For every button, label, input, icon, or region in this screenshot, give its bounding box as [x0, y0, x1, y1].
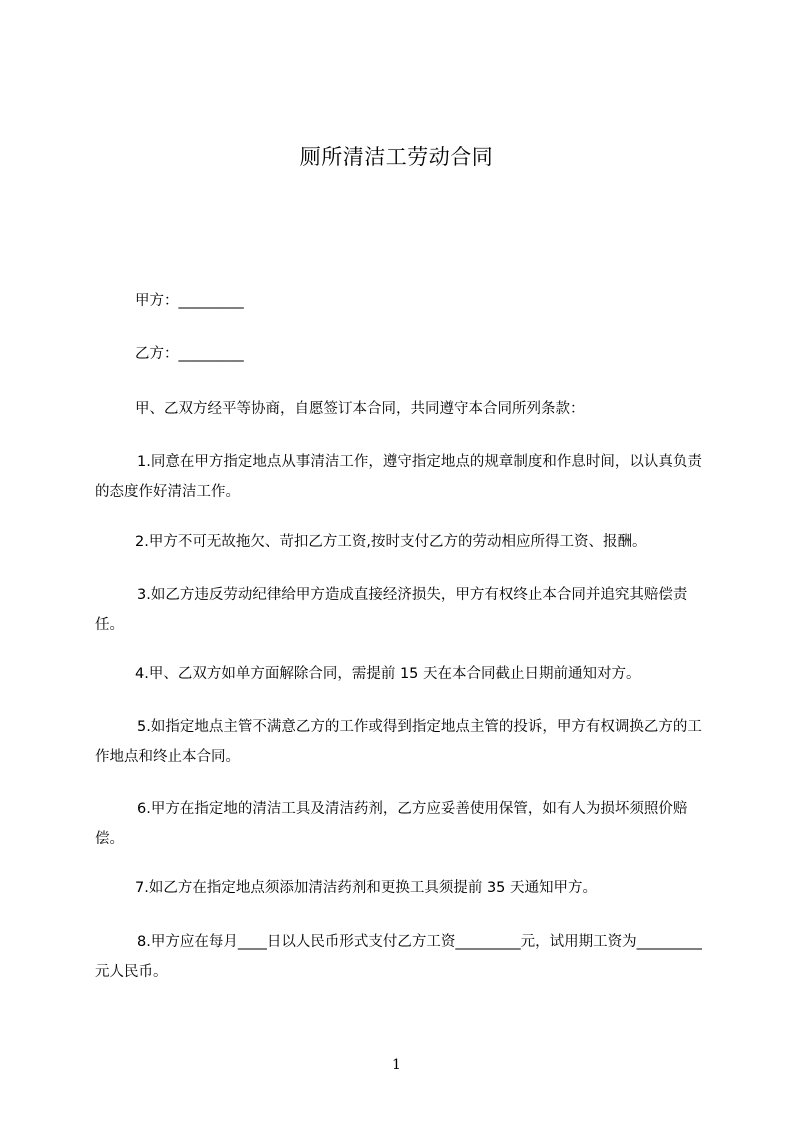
party-b-text: 乙方：_________	[135, 346, 244, 362]
clause-1	[95, 447, 705, 507]
clause-7	[95, 873, 705, 903]
clause-text: 2.甲方不可无故拖欠、苛扣乙方工资,按时支付乙方的劳动相应所得工资、报酬。	[135, 534, 647, 550]
clause-text: 1.同意在甲方指定地点从事清洁工作，遵守指定地点的规章制度和作息时间，以认真负责的态度作好清洁工作。	[95, 454, 702, 500]
clause-text: 8.甲方应在每月____日以人民币形式支付乙方工资_________元，试用期工资为_________元人民币。	[95, 934, 702, 980]
intro-text: 甲、乙双方经平等协商，自愿签订本合同，共同遵守本合同所列条款：	[135, 401, 585, 417]
clause-text: 3.如乙方违反劳动纪律给甲方造成直接经济损失，甲方有权终止本合同并追究其赔偿责任。	[95, 587, 688, 633]
clause-text: 6.甲方在指定地的清洁工具及清洁药剂，乙方应妥善使用保管，如有人为损坏须照价赔偿。	[95, 801, 688, 847]
clause-4	[95, 659, 705, 689]
party-a-line	[95, 286, 705, 316]
intro-paragraph	[95, 394, 705, 424]
clause-3	[95, 580, 705, 640]
clause-5	[95, 712, 705, 772]
clause-text: 7.如乙方在指定地点须添加清洁药剂和更换工具须提前 35 天通知甲方。	[135, 880, 598, 896]
document-title: 厕所清洁工劳动合同	[299, 145, 494, 169]
clause-text: 5.如指定地点主管不满意乙方的工作或得到指定地点主管的投诉，甲方有权调换乙方的工作地点和终止本合同。	[95, 719, 702, 765]
clause-6	[95, 794, 705, 854]
party-a-text: 甲方：_________	[135, 293, 244, 309]
party-b-line	[95, 339, 705, 369]
clause-text: 4.甲、乙双方如单方面解除合同，需提前 15 天在本合同截止日期前通知对方。	[135, 666, 641, 682]
clause-8	[95, 927, 705, 987]
page-number: 1	[392, 1057, 401, 1073]
clause-2	[95, 527, 705, 557]
